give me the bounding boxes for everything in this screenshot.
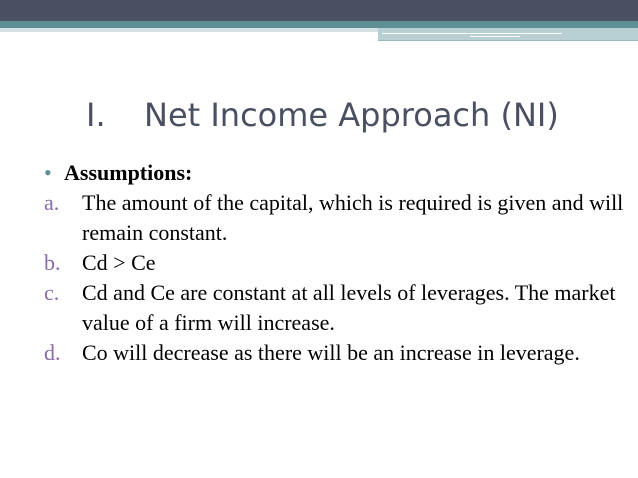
bullet-icon: • bbox=[44, 160, 52, 185]
list-item-d bbox=[44, 338, 624, 368]
slide-content bbox=[44, 158, 624, 368]
heading-text: Assumptions: bbox=[64, 160, 193, 185]
list-item-b bbox=[44, 248, 624, 278]
header-band-dark bbox=[0, 0, 638, 21]
list-marker: b. bbox=[44, 250, 61, 275]
list-marker: d. bbox=[44, 340, 61, 365]
header-accent-line-short bbox=[470, 36, 520, 37]
slide-title bbox=[86, 96, 606, 134]
list-marker: a. bbox=[44, 190, 60, 215]
header-band-teal bbox=[0, 21, 638, 28]
list-item-a bbox=[44, 188, 624, 248]
list-item-text: Co will decrease as there will be an increase in leverage. bbox=[82, 340, 580, 365]
list-item-text: Cd > Ce bbox=[82, 250, 156, 275]
title-number: I. bbox=[86, 96, 106, 134]
list-item-c bbox=[44, 278, 624, 338]
header-accent-bar bbox=[378, 28, 638, 41]
list-marker: c. bbox=[44, 280, 60, 305]
title-text: Net Income Approach (NI) bbox=[144, 96, 559, 134]
list-item-text: The amount of the capital, which is required is given and will remain constant. bbox=[82, 190, 624, 245]
header-accent-line bbox=[382, 33, 562, 34]
assumptions-heading bbox=[44, 158, 624, 188]
list-item-text: Cd and Ce are constant at all levels of leverages. The market value of a firm will increase. bbox=[82, 280, 616, 335]
